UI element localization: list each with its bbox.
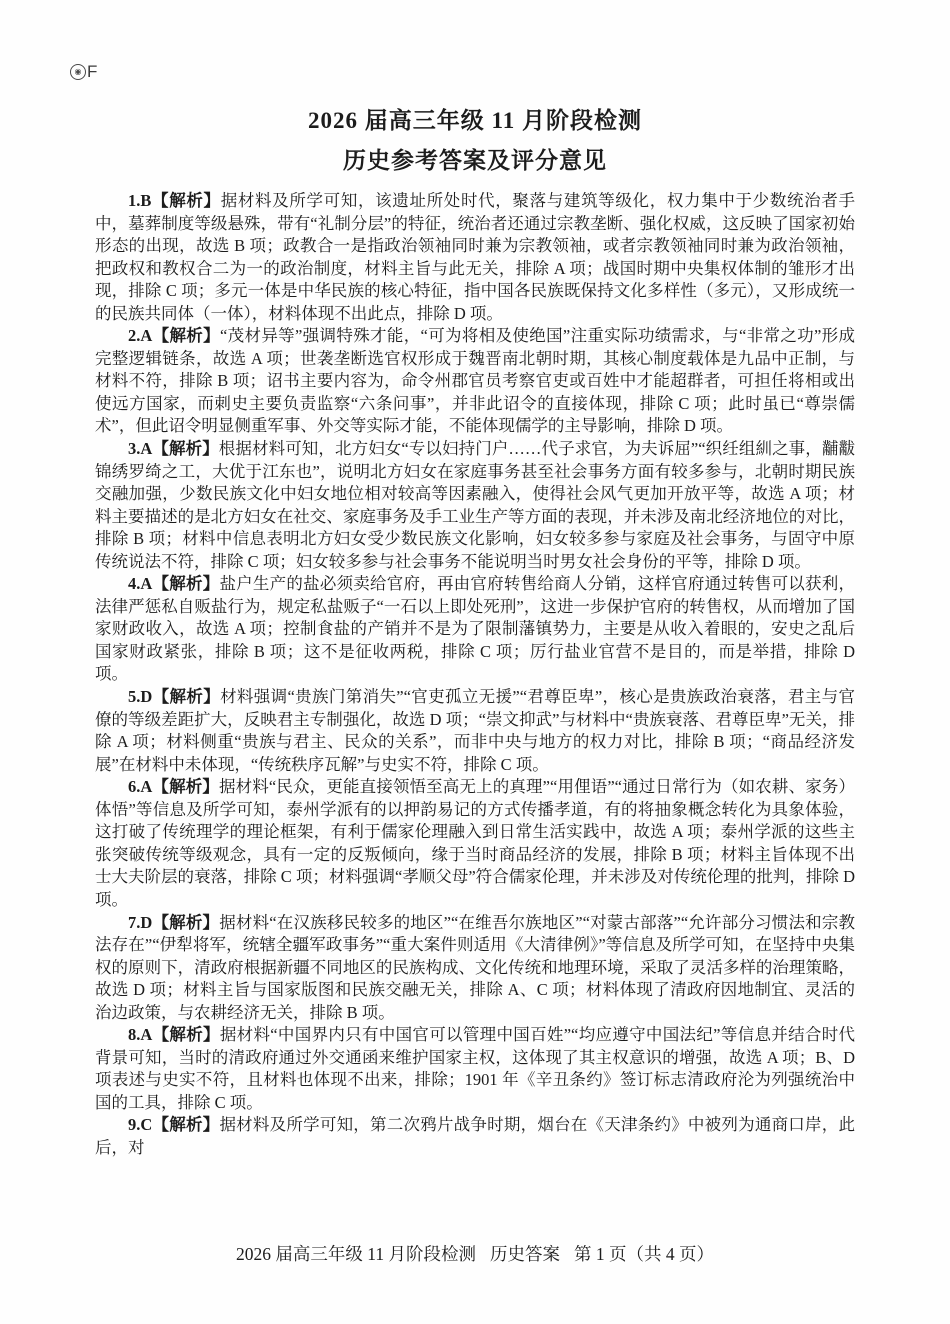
answer-label: 6.A【解析】 — [128, 777, 219, 797]
page-footer — [0, 1241, 950, 1266]
footer-subject: 历史答案 — [489, 1244, 560, 1264]
answer-text: 据材料“在汉族移民较多的地区”“在维吾尔族地区”“对蒙古部落”“允许部分习惯法和宗教法存在”“伊犁将军，统辖全疆军政事务”“重大案件则适用《大清律例》”等信息及所学可知，在坚持中央集权的原则下，清政府根据新疆不同地区的民族构成、文化传统和地理环境，采取了灵活多样的治理策略，故选 D 项；材料主旨与国家版图和民族交融无关，排除 A、C 项；材料体现了清政府因地制宜、灵活的治边政策，与农耕经济无关，排除 B 项。 — [95, 912, 855, 1022]
footer-exam-title: 2026 届高三年级 11 月阶段检测 — [236, 1244, 476, 1264]
answer-text: 据材料及所学可知，该遗址所处时代，聚落与建筑等级化，权力集中于少数统治者手中，墓葬制度等级悬殊，带有“礼制分层”的特征，统治者还通过宗教垄断、强化权威，这反映了国家初始形态的出现，故选 B 项；政教合一是指政治领袖同时兼为宗教领袖，或者宗教领袖同时兼为政治领袖，把政权和教权合二为一的政治制度，材料主旨与此无关，排除 A 项；战国时期中央集权体制的雏形才出现，排除 C 项；多元一体是中华民族的核心特征，指中国各民族既保持文化多样性（多元），又形成统一的民族共同体（一体），材料体现不出此点，排除 D 项。 — [95, 191, 855, 323]
footer-page-number: 第 1 页（共 4 页） — [573, 1244, 714, 1264]
publisher-logo — [70, 62, 97, 82]
answer-label: 8.A【解析】 — [128, 1025, 220, 1045]
document-header — [0, 0, 950, 175]
answer-label: 7.D【解析】 — [128, 912, 220, 932]
answer-item — [95, 1114, 855, 1159]
answer-text: 据材料“中国界内只有中国官可以管理中国百姓”“均应遵守中国法纪”等信息并结合时代背景可知，当时的清政府通过外交通函来维护国家主权，这体现了其主权意识的增强，故选 A 项；B、D 项表述与史实不符，且材料也体现不出来，排除；1901 年《辛丑条约》签订标志清政府沦为列强统治中国的工具，排除 C 项。 — [95, 1025, 856, 1112]
answer-text: 据材料“民众，更能直接领悟至高无上的真理”“用俚语”“通过日常行为（如农耕、家务）体悟”等信息及所学可知，泰州学派有的以押韵易记的方式传播孝道，有的将抽象概念转化为具象体验，这打破了传统理学的理论框架，有利于儒家伦理融入到日常生活实践中，故选 A 项；泰州学派的这些主张突破传统等级观念，具有一定的反叛倾向，缘于当时商品经济的发展，排除 B 项；材料主旨体现不出士大夫阶层的衰落，排除 C 项；材料强调“孝顺父母”符合儒家伦理，并未涉及对传统伦理的批判，排除 D 项。 — [95, 777, 855, 909]
answer-explanations — [95, 190, 855, 1160]
logo-letter: F — [87, 62, 98, 81]
answer-item — [95, 190, 855, 325]
answer-item — [95, 912, 855, 1025]
answer-item — [95, 438, 855, 573]
answer-text: 材料强调“贵族门第消失”“官吏孤立无援”“君尊臣卑”，核心是贵族政治衰落，君主与官僚的等级差距扩大，反映君主专制强化，故选 D 项；“崇文抑武”与材料中“贵族衰落、君尊臣卑”无关，排除 A 项；材料侧重“贵族与君主、民众的关系”，而非中央与地方的权力对比，排除 B 项；“商品经济发展”在材料中未体现，“传统秩序瓦解”与史实不符，排除 C 项。 — [95, 687, 855, 774]
answer-label: 5.D【解析】 — [128, 687, 221, 707]
answer-text: 盐户生产的盐必须卖给官府，再由官府转售给商人分销，这样官府通过转售可以获利，法律严惩私自贩盐行为，规定私盐贩子“一石以上即处死刑”，这进一步保护官府的转售权，从而增加了国家财政收入，故选 A 项；控制食盐的产销并不是为了限制藩镇势力，主要是从收入着眼的，安史之乱后国家财政紧张，排除 B 项；这不是征收两税，排除 C 项；厉行盐业官营不是目的，而是举措，排除 D 项。 — [95, 574, 856, 684]
answer-item — [95, 776, 855, 911]
answer-text: 据材料及所学可知，第二次鸦片战争时期，烟台在《天津条约》中被列为通商口岸，此后，对 — [95, 1115, 856, 1157]
answer-label: 2.A【解析】 — [128, 326, 220, 346]
answer-item — [95, 1024, 855, 1114]
answer-item — [95, 573, 855, 686]
answer-label: 3.A【解析】 — [128, 439, 219, 459]
answer-item — [95, 686, 855, 776]
answer-label: 9.C【解析】 — [128, 1115, 220, 1135]
answer-label: 4.A【解析】 — [128, 574, 220, 594]
document-subtitle: 历史参考答案及评分意见 — [343, 148, 607, 173]
answer-item — [95, 325, 855, 438]
logo-circle-icon: ◉ — [70, 64, 86, 80]
answer-text: “茂材异等”强调特殊才能，“可为将相及使绝国”注重实际功绩需求，与“非常之功”形成完整逻辑链条，故选 A 项；世袭垄断选官权形成于魏晋南北朝时期，其核心制度载体是九品中正制，与材料不符，排除 B 项；诏书主要内容为，命令州郡官员考察官吏或百姓中才能超群者，可担任将相或出使远方国家，而刺史主要负责监察“六条问事”，并非此诏令的直接体现，排除 C 项；此时虽已“尊崇儒术”，但此诏令明显侧重军事、外交等实际才能，不能体现儒学的主导影响，排除 D 项。 — [95, 326, 855, 436]
answer-label: 1.B【解析】 — [128, 191, 221, 210]
answer-text: 根据材料可知，北方妇女“专以妇持门户……代子求官，为夫诉屈”“织纴组紃之事，黼黻锦绣罗绮之工，大优于江东也”，说明北方妇女在家庭事务甚至社会事务方面有较多参与，北朝时期民族交融加强，少数民族文化中妇女地位相对较高等因素融入，使得社会风气更加开放平等，故选 A 项；材料主要描述的是北方妇女在社交、家庭事务及手工业生产等方面的表现，并未涉及南北经济地位的对比，排除 B 项；材料中信息表明北方妇女受少数民族文化影响，妇女较多参与家庭及社会事务，与固守中原传统说法不符，排除 C 项；妇女较多参与社会事务不能说明当时男女社会身份的平等，排除 D 项。 — [95, 439, 855, 571]
document-title: 2026 届高三年级 11 月阶段检测 — [308, 108, 642, 133]
